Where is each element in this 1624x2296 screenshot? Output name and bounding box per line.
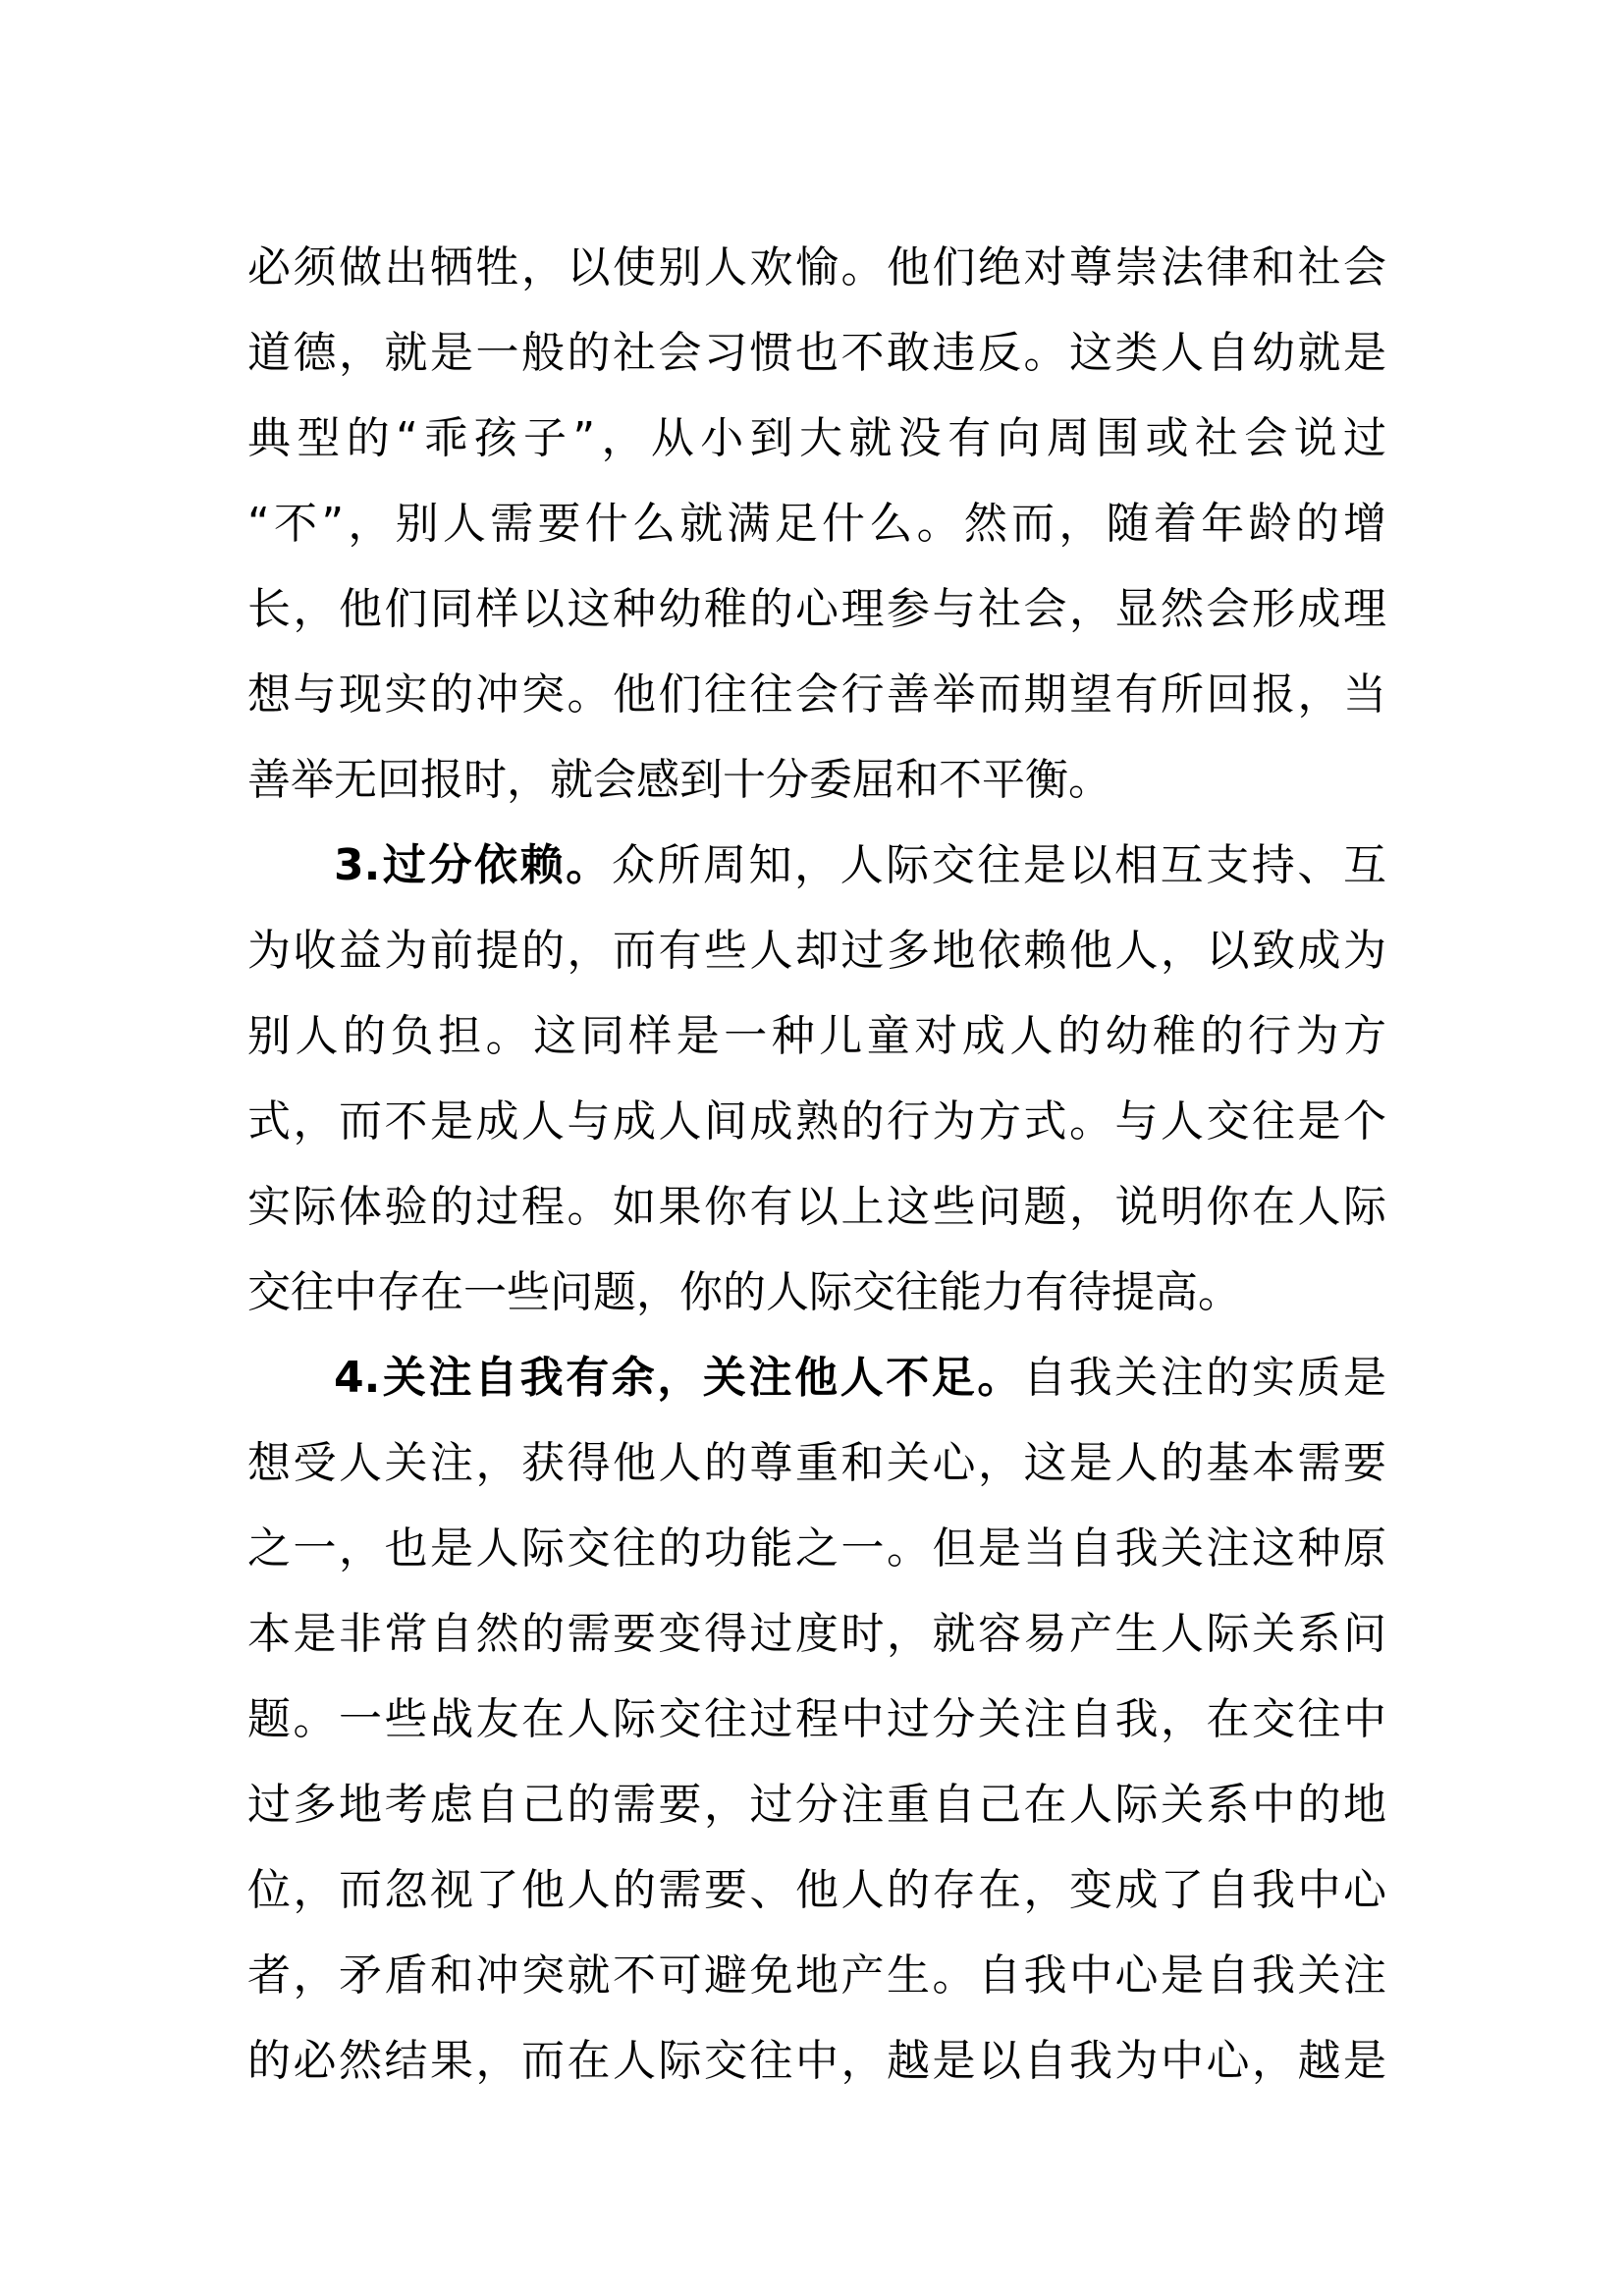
paragraph-first-line	[247, 823, 1386, 908]
text-line: 必须做出牺牲，以使别人欢愉。他们绝对尊崇法律和社会	[247, 242, 1386, 293]
text-line: 者，矛盾和冲突就不可避免地产生。自我中心是自我关注	[247, 1950, 1386, 2001]
text-line: 想受人关注，获得他人的尊重和关心，这是人的基本需要	[247, 1438, 1386, 1488]
text-line: 典型的“乖孩子”，从小到大就没有向周围或社会说过	[247, 413, 1386, 463]
text-line: 别人的负担。这同样是一种儿童对成人的幼稚的行为方	[247, 1011, 1386, 1061]
text-line: 的必然结果，而在人际交往中，越是以自我为中心，越是	[247, 2036, 1386, 2086]
text-line: “不”，别人需要什么就满足什么。然而，随着年龄的增	[247, 499, 1386, 549]
text-line: 式，而不是成人与成人间成熟的行为方式。与人交往是个	[247, 1096, 1386, 1147]
text-line: 想与现实的冲突。他们往往会行善举而期望有所回报，当	[247, 669, 1386, 720]
paragraph-heading: 4.关注自我有余，关注他人不足。	[334, 1353, 1023, 1403]
text-line: 长，他们同样以这种幼稚的心理参与社会，显然会形成理	[247, 584, 1386, 634]
paragraph-first-line	[247, 1335, 1386, 1420]
text-line: 之一，也是人际交往的功能之一。但是当自我关注这种原	[247, 1523, 1386, 1574]
text-line: 本是非常自然的需要变得过度时，就容易产生人际关系问	[247, 1609, 1386, 1659]
text-line: 实际体验的过程。如果你有以上这些问题，说明你在人际	[247, 1182, 1386, 1232]
paragraph-heading: 3.过分依赖。	[334, 840, 612, 890]
paragraph-first-line-text: 众所周知，人际交往是以相互支持、互	[611, 840, 1386, 890]
text-line: 过多地考虑自己的需要，过分注重自己在人际关系中的地	[247, 1780, 1386, 1830]
paragraph-self-focus	[247, 1335, 1386, 2104]
paragraph-first-line-text: 自我关注的实质是	[1022, 1353, 1386, 1403]
document-body	[247, 225, 1386, 2104]
paragraph-over-dependence	[247, 823, 1386, 1335]
text-line: 位，而忽视了他人的需要、他人的存在，变成了自我中心	[247, 1865, 1386, 1915]
text-line: 为收益为前提的，而有些人却过多地依赖他人，以致成为	[247, 926, 1386, 976]
text-line: 交往中存在一些问题，你的人际交往能力有待提高。	[247, 1267, 1241, 1317]
text-line: 善举无回报时，就会感到十分委屈和不平衡。	[247, 755, 1111, 805]
text-line: 道德，就是一般的社会习惯也不敢违反。这类人自幼就是	[247, 328, 1386, 378]
continuation-paragraph	[247, 225, 1386, 823]
text-line: 题。一些战友在人际交往过程中过分关注自我，在交往中	[247, 1694, 1386, 1744]
